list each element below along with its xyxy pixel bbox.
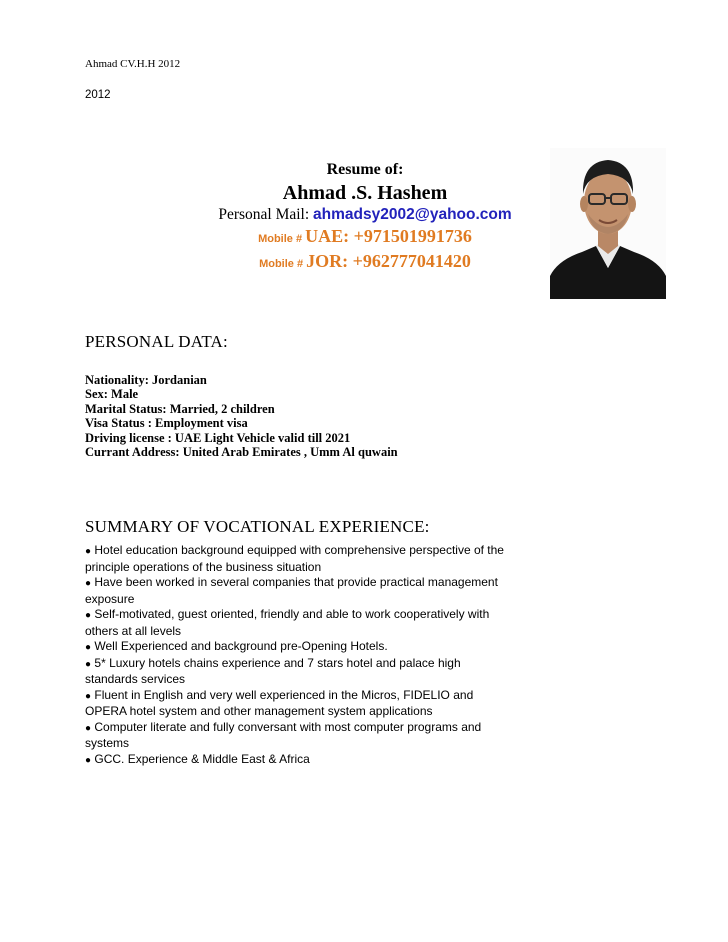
contact-block bbox=[190, 160, 540, 275]
mail-label: Personal Mail: bbox=[218, 206, 314, 223]
personal-data-item: Sex: Male bbox=[85, 387, 139, 402]
summary-item bbox=[85, 752, 515, 769]
summary-item-text: Self-motivated, guest oriented, friendly and able to work cooperatively with others at all levels bbox=[85, 607, 490, 638]
summary-item bbox=[85, 543, 515, 575]
bullet-icon: ● bbox=[85, 610, 92, 621]
candidate-name: Ahmad .S. Hashem bbox=[282, 182, 448, 204]
summary-item bbox=[85, 656, 515, 688]
mail-line bbox=[190, 205, 540, 225]
summary-item bbox=[85, 639, 515, 656]
personal-data-item: Marital Status: Married, 2 children bbox=[85, 401, 275, 416]
bullet-icon: ● bbox=[85, 690, 92, 702]
personal-data-item: Visa Status : Employment visa bbox=[85, 416, 248, 431]
personal-data-item: Currant Address: United Arab Emirates , Umm Al quwain bbox=[85, 445, 398, 460]
profile-photo bbox=[550, 148, 666, 299]
mobile-label: Mobile # bbox=[259, 258, 307, 270]
summary-item-text: Well Experienced and background pre-Opening Hotels. bbox=[94, 639, 388, 653]
summary-heading: SUMMARY OF VOCATIONAL EXPERIENCE: bbox=[85, 517, 430, 536]
summary-list bbox=[85, 543, 515, 768]
mobile-label: Mobile # bbox=[258, 233, 306, 245]
summary-item-text: Hotel education background equipped with comprehensive perspective of the principle operations of the business situation bbox=[85, 543, 504, 574]
personal-data-list bbox=[85, 373, 398, 459]
bullet-icon: ● bbox=[85, 578, 92, 589]
mobile-number-jor: JOR: +962777041420 bbox=[306, 251, 471, 271]
mobile-line-jor bbox=[190, 250, 540, 275]
summary-item-text: GCC. Experience & Middle East & Africa bbox=[94, 751, 310, 766]
bullet-icon: ● bbox=[85, 722, 92, 734]
summary-item-text: 5* Luxury hotels chains experience and 7 stars hotel and palace high standards services bbox=[85, 655, 461, 686]
summary-item bbox=[85, 720, 515, 752]
bullet-icon: ● bbox=[85, 642, 92, 653]
summary-item bbox=[85, 688, 515, 720]
mobile-line-uae bbox=[190, 225, 540, 250]
resume-of-heading: Resume of: bbox=[326, 161, 404, 178]
document-year: 2012 bbox=[85, 89, 111, 101]
summary-item-text: Computer literate and fully conversant with most computer programs and systems bbox=[85, 719, 482, 750]
bullet-icon: ● bbox=[85, 658, 92, 670]
summary-item bbox=[85, 607, 515, 639]
mobile-number-uae: UAE: +971501991736 bbox=[305, 226, 472, 246]
email-link[interactable]: ahmadsy2002@yahoo.com bbox=[313, 206, 512, 223]
running-header: Ahmad CV.H.H 2012 bbox=[85, 58, 181, 70]
personal-data-heading: PERSONAL DATA: bbox=[85, 332, 228, 351]
summary-item-text: Fluent in English and very well experienced in the Micros, FIDELIO and OPERA hotel system and other management system applications bbox=[85, 687, 474, 718]
personal-data-item: Driving license : UAE Light Vehicle valid till 2021 bbox=[85, 430, 351, 445]
bullet-icon: ● bbox=[85, 546, 92, 557]
bullet-icon: ● bbox=[85, 754, 92, 766]
summary-item-text: Have been worked in several companies that provide practical management exposure bbox=[85, 575, 498, 606]
personal-data-item: Nationality: Jordanian bbox=[85, 373, 207, 387]
summary-item bbox=[85, 575, 515, 607]
